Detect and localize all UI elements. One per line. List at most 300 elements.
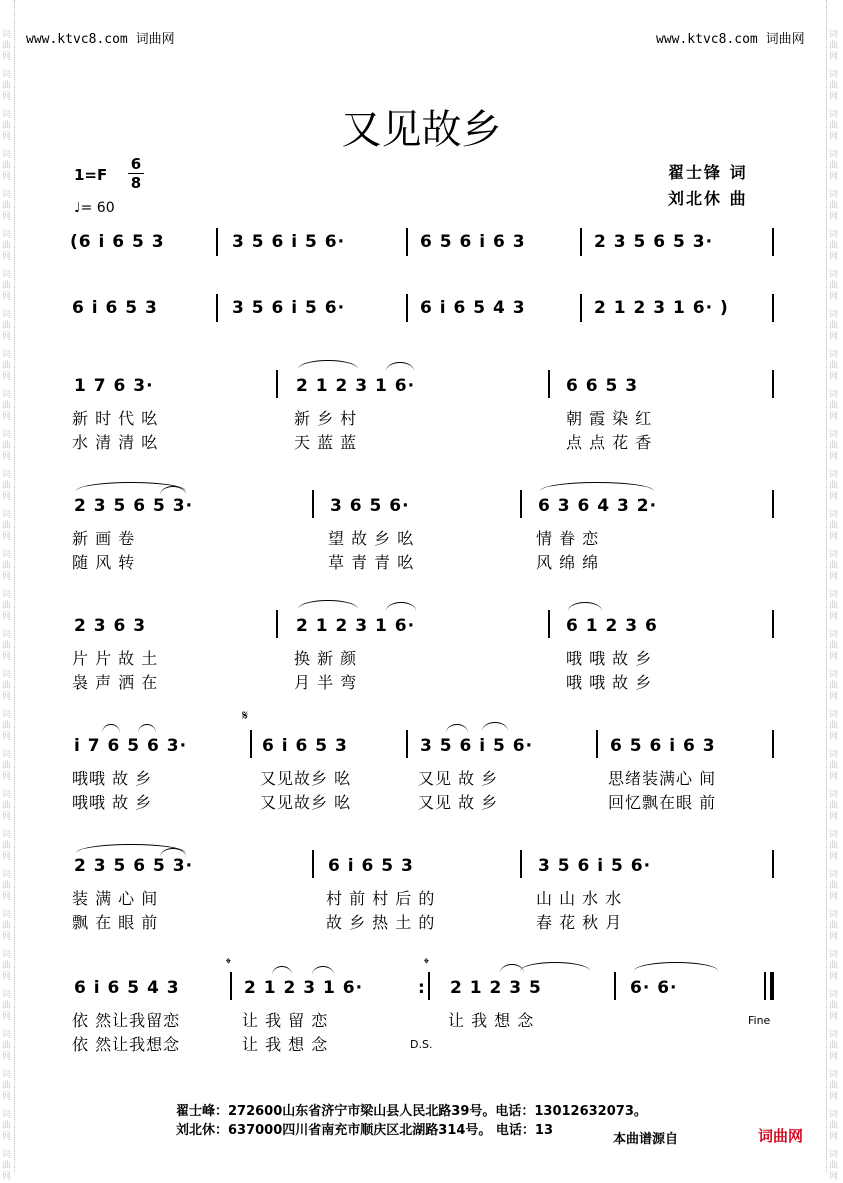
measure-notes: 2 1 2 3 1 6· — [296, 616, 416, 636]
barline — [428, 972, 430, 1000]
coda-mark: 𝄌 — [424, 956, 429, 972]
watermark-glyph: 网 — [2, 132, 12, 142]
slur — [298, 600, 358, 609]
watermark-glyph: 曲 — [2, 281, 12, 291]
watermark-glyph: 网 — [829, 532, 839, 542]
watermark-glyph: 词 — [2, 1070, 12, 1080]
lyric-verse-2: 哦 哦 故 乡 — [566, 673, 653, 692]
lyric-verse-2: 哦哦 故 乡 — [72, 793, 153, 812]
barline — [406, 730, 408, 758]
measure-notes: 2 3 5 6 5 3· — [74, 496, 194, 516]
measure-notes: 2 1 2 3 1 6· — [244, 978, 364, 998]
ds-mark: D.S. — [410, 1038, 433, 1051]
watermark-glyph: 词 — [829, 750, 839, 760]
watermark-glyph: 曲 — [2, 1041, 12, 1051]
watermark-glyph: 词 — [2, 830, 12, 840]
lyric-verse-2: 飘 在 眼 前 — [72, 913, 159, 932]
watermark-glyph: 曲 — [829, 721, 839, 731]
watermark-glyph: 词 — [829, 710, 839, 720]
watermark-glyph: 词 — [2, 670, 12, 680]
watermark-glyph: 词 — [2, 990, 12, 1000]
watermark-glyph: 曲 — [2, 1081, 12, 1091]
watermark-glyph: 曲 — [2, 801, 12, 811]
watermark-glyph: 网 — [2, 852, 12, 862]
watermark-glyph: 词 — [2, 470, 12, 480]
final-barline-thin — [764, 972, 766, 1000]
watermark-glyph: 曲 — [829, 1041, 839, 1051]
watermark-glyph: 曲 — [829, 441, 839, 451]
watermark-glyph: 网 — [2, 1092, 12, 1102]
slur — [540, 482, 654, 491]
barline — [548, 610, 550, 638]
lyric-verse-1: 望 故 乡 吆 — [328, 529, 415, 548]
watermark-glyph: 网 — [829, 732, 839, 742]
watermark-glyph: 网 — [2, 332, 12, 342]
watermark-glyph: 网 — [829, 1132, 839, 1142]
watermark-glyph: 网 — [829, 692, 839, 702]
watermark-glyph: 网 — [2, 892, 12, 902]
watermark-glyph: 词 — [829, 390, 839, 400]
repeat-end-dots: : — [418, 978, 425, 998]
lyric-verse-2: 又见故乡 吆 — [260, 793, 352, 812]
watermark-glyph: 曲 — [2, 841, 12, 851]
watermark-glyph: 曲 — [2, 921, 12, 931]
watermark-glyph: 曲 — [2, 521, 12, 531]
lyric-verse-2: 又见 故 乡 — [418, 793, 499, 812]
time-signature-top: 6 — [130, 155, 142, 173]
watermark-glyph: 曲 — [2, 761, 12, 771]
lyric-verse-1: 山 山 水 水 — [536, 889, 623, 908]
watermark-glyph: 曲 — [2, 721, 12, 731]
lyric-verse-2: 草 青 青 吆 — [328, 553, 415, 572]
composer-credit: 刘北休 曲 — [668, 189, 748, 208]
watermark-glyph: 词 — [2, 710, 12, 720]
barline — [772, 228, 774, 256]
watermark-glyph: 网 — [2, 732, 12, 742]
measure-notes: 3 5 6 i 5 6· — [538, 856, 652, 876]
watermark-glyph: 词 — [829, 1150, 839, 1160]
watermark-glyph: 词 — [829, 110, 839, 120]
watermark-glyph: 曲 — [829, 481, 839, 491]
watermark-glyph: 词 — [2, 30, 12, 40]
watermark-glyph: 词 — [829, 910, 839, 920]
lyric-verse-1: 又见 故 乡 — [418, 769, 499, 788]
watermark-glyph: 词 — [829, 1070, 839, 1080]
watermark-glyph: 网 — [2, 412, 12, 422]
watermark-glyph: 网 — [2, 212, 12, 222]
lyric-verse-1: 村 前 村 后 的 — [326, 889, 436, 908]
watermark-glyph: 曲 — [829, 41, 839, 51]
time-signature — [128, 156, 144, 191]
watermark-glyph: 曲 — [829, 321, 839, 331]
watermark-glyph: 曲 — [2, 161, 12, 171]
watermark-glyph: 曲 — [2, 681, 12, 691]
watermark-glyph: 网 — [829, 452, 839, 462]
watermark-glyph: 曲 — [2, 321, 12, 331]
watermark-glyph: 网 — [2, 572, 12, 582]
watermark-glyph: 网 — [829, 412, 839, 422]
watermark-glyph: 网 — [2, 452, 12, 462]
lyric-verse-2: 月 半 弯 — [294, 673, 358, 692]
watermark-glyph: 网 — [2, 612, 12, 622]
watermark-glyph: 网 — [829, 972, 839, 982]
footer-contact-composer: 刘北休：637000四川省南充市顺庆区北湖路314号。 电话：13 — [176, 1123, 554, 1138]
watermark-glyph: 词 — [829, 150, 839, 160]
watermark-glyph: 词 — [829, 70, 839, 80]
song-title: 又见故乡 — [341, 107, 502, 153]
watermark-glyph: 词 — [2, 550, 12, 560]
left-margin-watermark — [0, 0, 15, 1182]
watermark-glyph: 词 — [2, 430, 12, 440]
watermark-glyph: 曲 — [2, 401, 12, 411]
lyric-verse-2: 袅 声 洒 在 — [72, 673, 159, 692]
watermark-glyph: 网 — [2, 972, 12, 982]
watermark-glyph: 网 — [829, 372, 839, 382]
measure-notes: 6 i 6 5 4 3 — [420, 298, 526, 318]
slur — [272, 966, 292, 975]
measure-notes: 6 i 6 5 3 — [72, 298, 158, 318]
watermark-glyph: 网 — [829, 1052, 839, 1062]
watermark-glyph: 网 — [2, 1132, 12, 1142]
slur — [634, 962, 718, 971]
barline — [520, 850, 522, 878]
barline — [276, 370, 278, 398]
measure-notes: 2 3 6 3 — [74, 616, 147, 636]
watermark-glyph: 曲 — [2, 1001, 12, 1011]
watermark-glyph: 曲 — [2, 881, 12, 891]
slur — [102, 724, 120, 733]
watermark-glyph: 词 — [2, 1110, 12, 1120]
final-barline-thick — [770, 972, 774, 1000]
lyric-verse-2: 回忆飘在眼 前 — [608, 793, 717, 812]
lyric-verse-1: 哦哦 故 乡 — [72, 769, 153, 788]
measure-notes: 6 3 6 4 3 2· — [538, 496, 658, 516]
watermark-glyph: 词 — [829, 190, 839, 200]
watermark-glyph: 词 — [2, 150, 12, 160]
watermark-glyph: 网 — [2, 772, 12, 782]
watermark-glyph: 词 — [829, 870, 839, 880]
barline — [548, 370, 550, 398]
measure-notes: 1 7 6 3· — [74, 376, 154, 396]
watermark-glyph: 网 — [829, 892, 839, 902]
segno-mark: 𝄋 — [242, 708, 249, 724]
measure-notes: 6 1 2 3 6 — [566, 616, 658, 636]
lyric-verse-1: 新 乡 村 — [294, 409, 358, 428]
watermark-glyph: 网 — [829, 1172, 839, 1182]
lyric-verse-1: 让 我 想 念 — [448, 1011, 535, 1030]
fine-mark: Fine — [748, 1014, 771, 1027]
watermark-glyph: 词 — [829, 470, 839, 480]
barline — [772, 294, 774, 322]
watermark-glyph: 网 — [829, 652, 839, 662]
measure-notes: 2 1 2 3 5 — [450, 978, 542, 998]
lyric-verse-1: 换 新 颜 — [294, 649, 358, 668]
measure-notes: 6 5 6 i 6 3 — [610, 736, 716, 756]
measure-notes: 3 5 6 i 5 6· — [232, 298, 346, 318]
barline — [520, 490, 522, 518]
lyric-verse-1: 新 时 代 吆 — [72, 409, 159, 428]
lyric-verse-2: 风 绵 绵 — [536, 553, 600, 572]
watermark-glyph: 曲 — [2, 81, 12, 91]
watermark-glyph: 词 — [829, 550, 839, 560]
watermark-glyph: 曲 — [2, 41, 12, 51]
watermark-glyph: 词 — [2, 510, 12, 520]
lyric-verse-2: 春 花 秋 月 — [536, 913, 623, 932]
watermark-glyph: 词 — [2, 1030, 12, 1040]
measure-notes: 6 i 6 5 3 — [328, 856, 414, 876]
slur — [386, 602, 416, 611]
watermark-glyph: 曲 — [2, 601, 12, 611]
barline — [614, 972, 616, 1000]
slur — [446, 724, 468, 733]
watermark-glyph: 曲 — [2, 241, 12, 251]
watermark-glyph: 曲 — [829, 201, 839, 211]
measure-notes: 6 5 6 i 6 3 — [420, 232, 526, 252]
lyric-verse-1: 装 满 心 间 — [72, 889, 159, 908]
watermark-glyph: 曲 — [829, 681, 839, 691]
watermark-glyph: 曲 — [829, 841, 839, 851]
watermark-glyph: 曲 — [829, 1081, 839, 1091]
lyric-verse-1: 新 画 卷 — [72, 529, 136, 548]
watermark-glyph: 词 — [829, 350, 839, 360]
measure-notes: 3 5 6 i 5 6· — [232, 232, 346, 252]
measure-notes: 6 i 6 5 4 3 — [74, 978, 180, 998]
lyric-verse-2: 让 我 想 念 — [242, 1035, 329, 1054]
measure-notes: 2 3 5 6 5 3· — [74, 856, 194, 876]
watermark-glyph: 网 — [2, 812, 12, 822]
watermark-glyph: 网 — [829, 772, 839, 782]
lyric-verse-2: 点 点 花 香 — [566, 433, 653, 452]
measure-notes: 2 3 5 6 5 3· — [594, 232, 714, 252]
slur — [568, 602, 602, 611]
lyric-verse-1: 让 我 留 恋 — [242, 1011, 329, 1030]
lyric-verse-2: 天 蓝 蓝 — [294, 433, 358, 452]
watermark-glyph: 曲 — [829, 1001, 839, 1011]
watermark-glyph: 网 — [829, 932, 839, 942]
watermark-glyph: 曲 — [2, 201, 12, 211]
slur — [482, 722, 508, 731]
watermark-glyph: 曲 — [829, 881, 839, 891]
barline — [772, 490, 774, 518]
watermark-glyph: 网 — [829, 612, 839, 622]
watermark-glyph: 词 — [2, 70, 12, 80]
lyric-verse-1: 朝 霞 染 红 — [566, 409, 653, 428]
watermark-glyph: 曲 — [2, 441, 12, 451]
watermark-glyph: 曲 — [829, 1161, 839, 1171]
watermark-glyph: 词 — [829, 950, 839, 960]
lyric-verse-1: 片 片 故 土 — [72, 649, 159, 668]
watermark-glyph: 词 — [829, 1110, 839, 1120]
watermark-glyph: 词 — [2, 230, 12, 240]
watermark-glyph: 曲 — [829, 921, 839, 931]
watermark-glyph: 词 — [829, 830, 839, 840]
watermark-glyph: 曲 — [829, 801, 839, 811]
barline — [406, 228, 408, 256]
watermark-glyph: 曲 — [2, 121, 12, 131]
watermark-glyph: 词 — [2, 950, 12, 960]
measure-notes: 6 i 6 5 3 — [262, 736, 348, 756]
watermark-glyph: 词 — [2, 390, 12, 400]
barline — [406, 294, 408, 322]
barline — [772, 730, 774, 758]
watermark-glyph: 网 — [2, 292, 12, 302]
watermark-glyph: 网 — [829, 332, 839, 342]
watermark-glyph: 词 — [2, 870, 12, 880]
measure-notes: i 7 6 5 6 3· — [74, 736, 188, 756]
watermark-glyph: 网 — [2, 172, 12, 182]
coda-mark: 𝄌 — [226, 956, 231, 972]
watermark-glyph: 网 — [829, 172, 839, 182]
measure-notes: 2 1 2 3 1 6· ) — [594, 298, 729, 318]
barline — [250, 730, 252, 758]
watermark-glyph: 曲 — [829, 241, 839, 251]
measure-notes: (6 i 6 5 3 — [70, 232, 165, 252]
slur — [138, 724, 156, 733]
barline — [772, 610, 774, 638]
watermark-glyph: 网 — [2, 692, 12, 702]
lyric-verse-1: 情 眷 恋 — [536, 529, 600, 548]
lyric-verse-2: 随 风 转 — [72, 553, 136, 572]
watermark-glyph: 曲 — [829, 361, 839, 371]
watermark-glyph: 词 — [829, 670, 839, 680]
watermark-glyph: 网 — [2, 1172, 12, 1182]
watermark-glyph: 词 — [829, 1030, 839, 1040]
measure-notes: 2 1 2 3 1 6· — [296, 376, 416, 396]
watermark-glyph: 词 — [2, 190, 12, 200]
lyric-verse-2: 依 然让我想念 — [72, 1035, 181, 1054]
watermark-glyph: 曲 — [829, 81, 839, 91]
watermark-glyph: 网 — [829, 52, 839, 62]
watermark-glyph: 网 — [2, 492, 12, 502]
watermark-glyph: 词 — [829, 590, 839, 600]
site-header-left: www.ktvc8.com 词曲网 — [26, 32, 175, 47]
watermark-glyph: 词 — [829, 270, 839, 280]
watermark-glyph: 曲 — [829, 641, 839, 651]
watermark-glyph: 网 — [2, 52, 12, 62]
watermark-glyph: 网 — [829, 572, 839, 582]
watermark-glyph: 曲 — [2, 641, 12, 651]
watermark-glyph: 曲 — [829, 161, 839, 171]
watermark-glyph: 词 — [2, 750, 12, 760]
lyric-verse-1: 依 然让我留恋 — [72, 1011, 181, 1030]
watermark-glyph: 词 — [829, 630, 839, 640]
watermark-glyph: 网 — [829, 1092, 839, 1102]
watermark-glyph: 网 — [829, 492, 839, 502]
watermark-glyph: 网 — [829, 852, 839, 862]
watermark-glyph: 词 — [2, 270, 12, 280]
watermark-glyph: 网 — [829, 132, 839, 142]
site-header-right: www.ktvc8.com 词曲网 — [656, 32, 805, 47]
barline — [772, 850, 774, 878]
measure-notes: 6 6 5 3 — [566, 376, 639, 396]
watermark-glyph: 词 — [2, 1150, 12, 1160]
measure-notes: 3 6 5 6· — [330, 496, 410, 516]
watermark-glyph: 词 — [2, 590, 12, 600]
watermark-glyph: 词 — [829, 30, 839, 40]
watermark-glyph: 曲 — [2, 481, 12, 491]
watermark-glyph: 词 — [829, 230, 839, 240]
watermark-glyph: 曲 — [2, 561, 12, 571]
lyric-verse-1: 哦 哦 故 乡 — [566, 649, 653, 668]
barline — [312, 490, 314, 518]
watermark-glyph: 词 — [2, 310, 12, 320]
slur — [386, 362, 414, 371]
watermark-glyph: 曲 — [2, 961, 12, 971]
watermark-glyph: 曲 — [2, 361, 12, 371]
barline — [312, 850, 314, 878]
watermark-glyph: 曲 — [829, 961, 839, 971]
watermark-glyph: 网 — [2, 372, 12, 382]
lyricist-credit: 翟士锋 词 — [668, 163, 748, 182]
slur — [312, 966, 334, 975]
footer-contact-lyricist: 翟士峰：272600山东省济宁市梁山县人民北路39号。电话：13012632073。 — [176, 1104, 647, 1119]
barline — [772, 370, 774, 398]
watermark-glyph: 网 — [2, 252, 12, 262]
right-margin-watermark — [826, 0, 841, 1182]
tempo-marking: ♩= 60 — [74, 200, 115, 216]
watermark-glyph: 曲 — [2, 1121, 12, 1131]
watermark-glyph: 曲 — [829, 601, 839, 611]
watermark-glyph: 曲 — [829, 121, 839, 131]
watermark-glyph: 曲 — [829, 761, 839, 771]
watermark-glyph: 网 — [2, 932, 12, 942]
barline — [216, 228, 218, 256]
slur — [298, 360, 358, 369]
watermark-glyph: 词 — [829, 790, 839, 800]
lyric-verse-1: 思绪装满心 间 — [608, 769, 717, 788]
watermark-glyph: 词 — [2, 350, 12, 360]
barline — [580, 228, 582, 256]
watermark-glyph: 词 — [829, 310, 839, 320]
watermark-glyph: 网 — [2, 1012, 12, 1022]
watermark-glyph: 网 — [829, 812, 839, 822]
watermark-glyph: 词 — [2, 110, 12, 120]
key-signature: 1=F — [74, 166, 108, 184]
watermark-glyph: 曲 — [829, 561, 839, 571]
watermark-glyph: 词 — [2, 910, 12, 920]
watermark-glyph: 网 — [829, 92, 839, 102]
lyric-verse-1: 又见故乡 吆 — [260, 769, 352, 788]
lyric-verse-2: 故 乡 热 土 的 — [326, 913, 436, 932]
source-note: 本曲谱源自 — [611, 1128, 680, 1147]
watermark-glyph: 词 — [2, 790, 12, 800]
lyric-verse-2: 水 清 清 吆 — [72, 433, 159, 452]
watermark-glyph: 词 — [2, 630, 12, 640]
watermark-glyph: 网 — [2, 652, 12, 662]
watermark-glyph: 网 — [2, 532, 12, 542]
watermark-glyph: 曲 — [829, 401, 839, 411]
slur — [520, 962, 590, 971]
barline — [216, 294, 218, 322]
watermark-glyph: 网 — [829, 292, 839, 302]
watermark-glyph: 曲 — [829, 281, 839, 291]
watermark-glyph: 词 — [829, 430, 839, 440]
measure-notes: 6· 6· — [630, 978, 678, 998]
barline — [276, 610, 278, 638]
time-signature-bottom: 8 — [130, 174, 142, 192]
watermark-glyph: 词 — [829, 990, 839, 1000]
measure-notes: 3 5 6 i 5 6· — [420, 736, 534, 756]
watermark-glyph: 曲 — [829, 1121, 839, 1131]
barline — [580, 294, 582, 322]
brand-logo: 词曲网 — [758, 1127, 804, 1145]
watermark-glyph: 网 — [829, 212, 839, 222]
watermark-glyph: 网 — [829, 252, 839, 262]
watermark-glyph: 网 — [829, 1012, 839, 1022]
watermark-glyph: 网 — [2, 1052, 12, 1062]
watermark-glyph: 曲 — [829, 521, 839, 531]
watermark-glyph: 曲 — [2, 1161, 12, 1171]
